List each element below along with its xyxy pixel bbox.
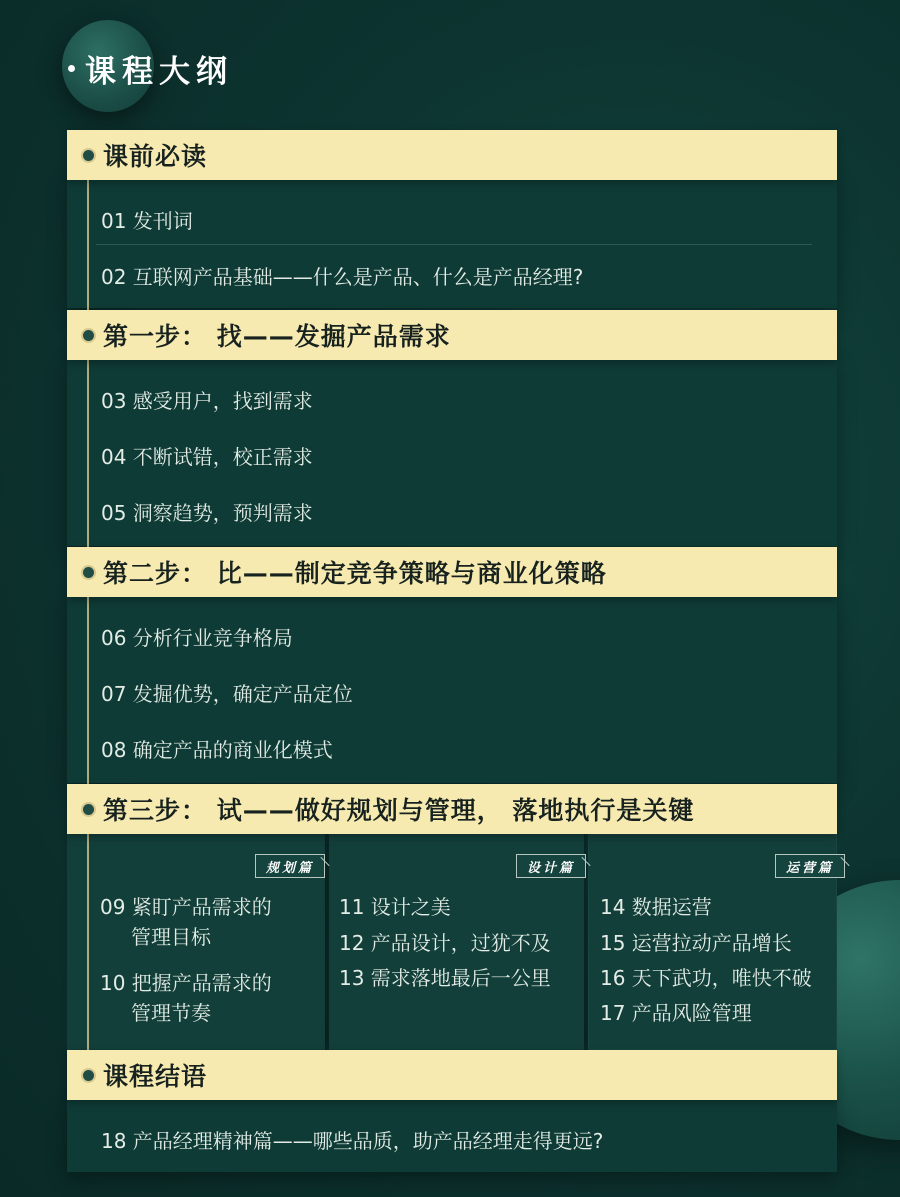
timeline-dot-icon xyxy=(81,328,96,343)
section-closing-title: 课程结语 xyxy=(103,1062,208,1091)
section-step2-title: 第二步： 比——制定竞争策略与商业化策略 xyxy=(103,559,607,588)
list-item: 17 产品风险管理 xyxy=(600,1001,752,1025)
list-item: 18 产品经理精神篇——哪些品质，助产品经理走得更远? xyxy=(101,1129,604,1153)
page-title-text: 课程大纲 xyxy=(85,54,233,90)
list-item: 04 不断试错，校正需求 xyxy=(101,445,313,469)
list-item: 03 感受用户，找到需求 xyxy=(101,389,313,413)
timeline-dot-icon xyxy=(81,565,96,580)
section-step1-header xyxy=(67,310,837,360)
page-title xyxy=(68,46,233,91)
list-item: 12 产品设计，过犹不及 xyxy=(339,931,551,955)
section-pre-title: 课前必读 xyxy=(103,142,208,171)
list-item: 06 分析行业竞争格局 xyxy=(101,626,293,650)
list-item-continuation: 管理节奏 xyxy=(131,1001,211,1025)
section-step2-header xyxy=(67,547,837,597)
list-item: 15 运营拉动产品增长 xyxy=(600,931,792,955)
section-step3-title: 第三步： 试——做好规划与管理， 落地执行是关键 xyxy=(103,796,695,825)
timeline-dot-icon xyxy=(81,1068,96,1083)
list-item: 13 需求落地最后一公里 xyxy=(339,966,551,990)
list-item: 10 把握产品需求的 xyxy=(100,971,272,995)
list-item: 02 互联网产品基础——什么是产品、什么是产品经理? xyxy=(101,265,584,289)
list-item: 09 紧盯产品需求的 xyxy=(100,895,272,919)
timeline-line xyxy=(87,158,89,1088)
tag-design: 设计篇 xyxy=(516,854,586,878)
section-step3-header xyxy=(67,784,837,834)
list-item: 08 确定产品的商业化模式 xyxy=(101,738,333,762)
timeline-dot-icon xyxy=(81,802,96,817)
list-item-continuation: 管理目标 xyxy=(131,925,211,949)
section-closing-header xyxy=(67,1050,837,1100)
section-pre-header xyxy=(67,130,837,180)
list-item: 05 洞察趋势，预判需求 xyxy=(101,501,313,525)
list-item: 07 发掘优势，确定产品定位 xyxy=(101,682,353,706)
list-item: 11 设计之美 xyxy=(339,895,451,919)
list-item: 16 天下武功，唯快不破 xyxy=(600,966,812,990)
title-bullet-icon xyxy=(68,65,75,72)
list-item: 14 数据运营 xyxy=(600,895,712,919)
divider xyxy=(96,244,812,245)
tag-operations: 运营篇 xyxy=(775,854,845,878)
list-item: 01 发刊词 xyxy=(101,209,193,233)
timeline-dot-icon xyxy=(81,148,96,163)
section-step1-title: 第一步： 找——发掘产品需求 xyxy=(103,322,451,351)
tag-planning: 规划篇 xyxy=(255,854,325,878)
